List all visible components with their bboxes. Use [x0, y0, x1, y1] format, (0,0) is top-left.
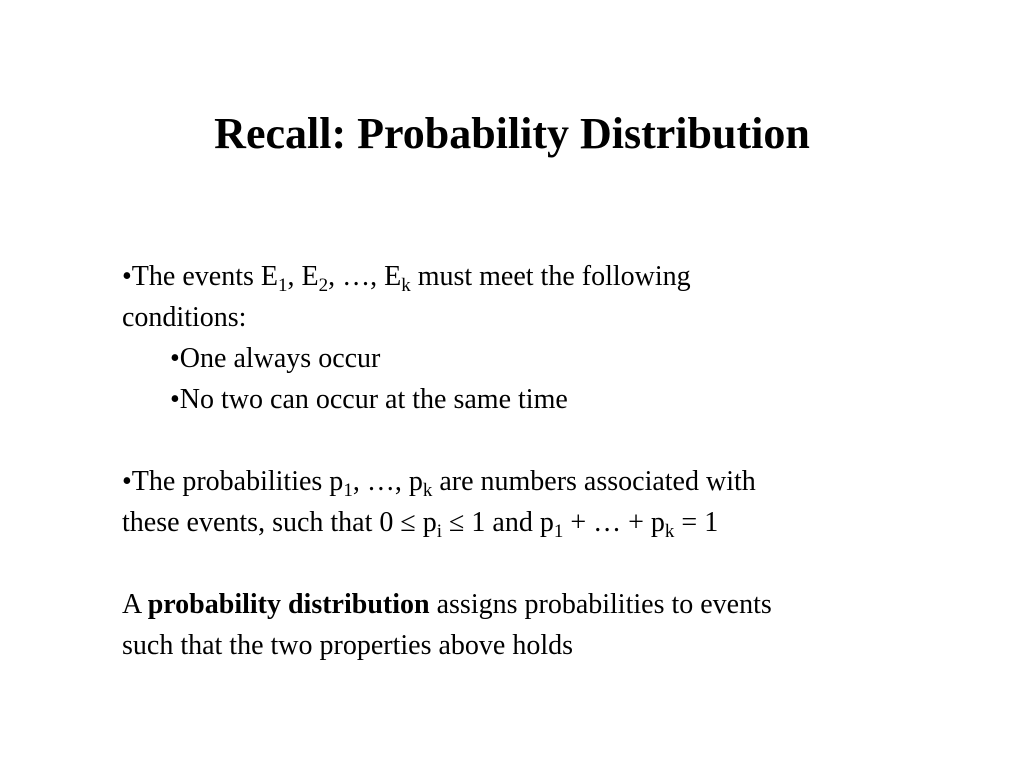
constraint-text-c: + … + p — [563, 507, 665, 538]
constraint-text-b: ≤ 1 and p — [442, 507, 554, 538]
spacer — [122, 420, 942, 461]
constraint-text-d: = 1 — [674, 507, 719, 538]
subscript-1: 1 — [343, 480, 353, 501]
subscript-k: k — [664, 521, 675, 542]
definition-line-2: such that the two properties above holds — [122, 630, 574, 661]
bullet-one-always-occur: •One always occur — [170, 343, 381, 374]
events-condition-line — [122, 256, 942, 297]
spacer — [122, 543, 942, 584]
definition-prefix: A — [122, 589, 148, 620]
definition-suffix: assigns probabilities to events — [429, 589, 772, 620]
slide-body — [122, 256, 942, 666]
subscript-2: 2 — [318, 275, 329, 296]
probabilities-tail-text: are numbers associated with — [432, 466, 756, 497]
events-separator-text: , E — [287, 261, 319, 292]
probabilities-intro-text: •The probabilities p — [122, 466, 344, 497]
definition-line — [122, 584, 942, 625]
constraints-line — [122, 502, 942, 543]
slide-title: Recall: Probability Distribution — [214, 109, 810, 158]
subscript-k: k — [401, 275, 411, 296]
probabilities-separator-text: , …, p — [352, 466, 423, 497]
subscript-1: 1 — [553, 521, 564, 542]
definition-term: probability distribution — [147, 589, 430, 620]
events-tail-text: must meet the following — [410, 261, 691, 292]
bullet-no-two-occur: •No two can occur at the same time — [170, 384, 568, 415]
events-intro-text: •The events E — [122, 261, 278, 292]
subscript-i: i — [436, 521, 443, 542]
subscript-1: 1 — [277, 275, 288, 296]
probabilities-line — [122, 461, 942, 502]
subscript-k: k — [422, 480, 433, 501]
constraint-text-a: these events, such that 0 ≤ p — [122, 507, 437, 538]
conditions-line: conditions: — [122, 302, 247, 333]
events-ellipsis-text: , …, E — [328, 261, 402, 292]
